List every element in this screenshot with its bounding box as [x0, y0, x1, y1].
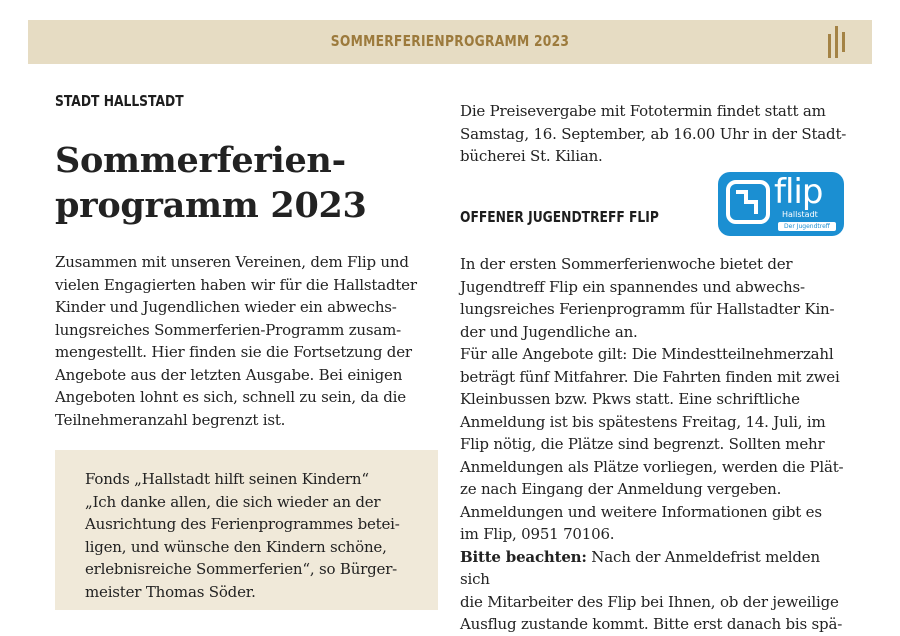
text-line: Anmeldung ist bis spätestens Freitag, 14. Juli, im — [460, 412, 826, 431]
text-line: ze nach Eingang der Anmeldung vergeben. — [460, 480, 782, 498]
text-line: Teilnehmeranzahl begrenzt ist. — [55, 410, 286, 429]
right-column-body — [460, 253, 850, 636]
logo-place: Hallstadt — [782, 210, 818, 219]
notice-text: Nach der Anmeldefrist melden sich — [460, 547, 820, 588]
text-line: Ausrichtung des Ferienprogrammes betei- — [85, 515, 400, 533]
text-line: im Flip, 0951 70106. — [460, 525, 615, 543]
quote-content — [85, 468, 430, 603]
intro-paragraph — [55, 251, 435, 431]
right-column-top — [460, 100, 850, 168]
hallstadt-emblem-icon — [828, 26, 848, 58]
text-line: lungsreiches Ferienprogramm für Hallstadter Kin- — [460, 300, 835, 318]
text-line: Die Preisevergabe mit Fototermin findet statt am — [460, 102, 826, 120]
text-line: meister Thomas Söder. — [85, 582, 256, 601]
text-line: In der ersten Sommerferienwoche bietet der — [460, 255, 793, 273]
text-line: bücherei St. Kilian. — [460, 147, 603, 165]
text-line: Für alle Angebote gilt: Die Mindestteilnehmerzahl — [460, 345, 834, 363]
headline-line: Sommerferien- — [55, 140, 346, 181]
text-line: Kleinbussen bzw. Pkws statt. Eine schriftliche — [460, 390, 800, 408]
notice-line — [460, 546, 850, 591]
text-line: Zusammen mit unseren Vereinen, dem Flip und — [55, 253, 409, 271]
quote-title: Fonds „Hallstadt hilft seinen Kindern“ — [85, 470, 369, 488]
text-line: mengestellt. Hier finden sie die Fortsetzung der — [55, 343, 412, 361]
text-line: Ausflug zustande kommt. Bitte erst danach bis spä- — [460, 615, 843, 633]
text-line: Angebote aus der letzten Ausgabe. Bei einigen — [55, 365, 403, 384]
flip-logo-icon — [718, 172, 844, 236]
text-line: Kinder und Jugendlichen wieder ein abwechs- — [55, 298, 397, 316]
text-line: Jugendtreff Flip ein spannendes und abwechs- — [460, 277, 805, 296]
text-line: vielen Engagierten haben wir für die Hallstadter — [55, 275, 417, 294]
logo-word: flip — [774, 172, 823, 212]
section-heading: OFFENER JUGENDTREFF FLIP — [460, 208, 659, 226]
article-headline — [55, 138, 435, 228]
text-line: der und Jugendliche an. — [460, 322, 638, 341]
text-line: Angeboten lohnt es sich, schnell zu sein, da die — [55, 388, 406, 406]
header-band — [28, 20, 872, 64]
text-line: erlebnisreiche Sommerferien“, so Bürger- — [85, 560, 398, 578]
text-line: Anmeldungen und weitere Informationen gibt es — [460, 502, 822, 521]
logo-tagline: Der Jugendtreff — [778, 222, 836, 231]
headline-line: programm 2023 — [55, 185, 367, 226]
text-line: die Mitarbeiter des Flip bei Ihnen, ob der jeweilige — [460, 592, 839, 611]
page-header-title: SOMMERFERIENPROGRAMM 2023 — [330, 32, 570, 50]
kicker-label: STADT HALLSTADT — [55, 92, 184, 110]
text-line: Samstag, 16. September, ab 16.00 Uhr in der Stadt- — [460, 124, 847, 143]
text-line: ligen, und wünsche den Kindern schöne, — [85, 537, 387, 556]
text-line: beträgt fünf Mitfahrer. Die Fahrten finden mit zwei — [460, 367, 840, 386]
flip-stairs-icon — [726, 180, 770, 224]
text-line: Flip nötig, die Plätze sind begrenzt. Sollten mehr — [460, 435, 825, 453]
notice-label: Bitte beachten: — [460, 547, 587, 566]
text-line: „Ich danke allen, die sich wieder an der — [85, 492, 381, 511]
left-column — [55, 92, 435, 431]
text-line: Anmeldungen als Plätze vorliegen, werden die Plät- — [460, 457, 844, 476]
quote-box — [55, 450, 438, 610]
text-line: lungsreiches Sommerferien-Programm zusam- — [55, 320, 401, 339]
